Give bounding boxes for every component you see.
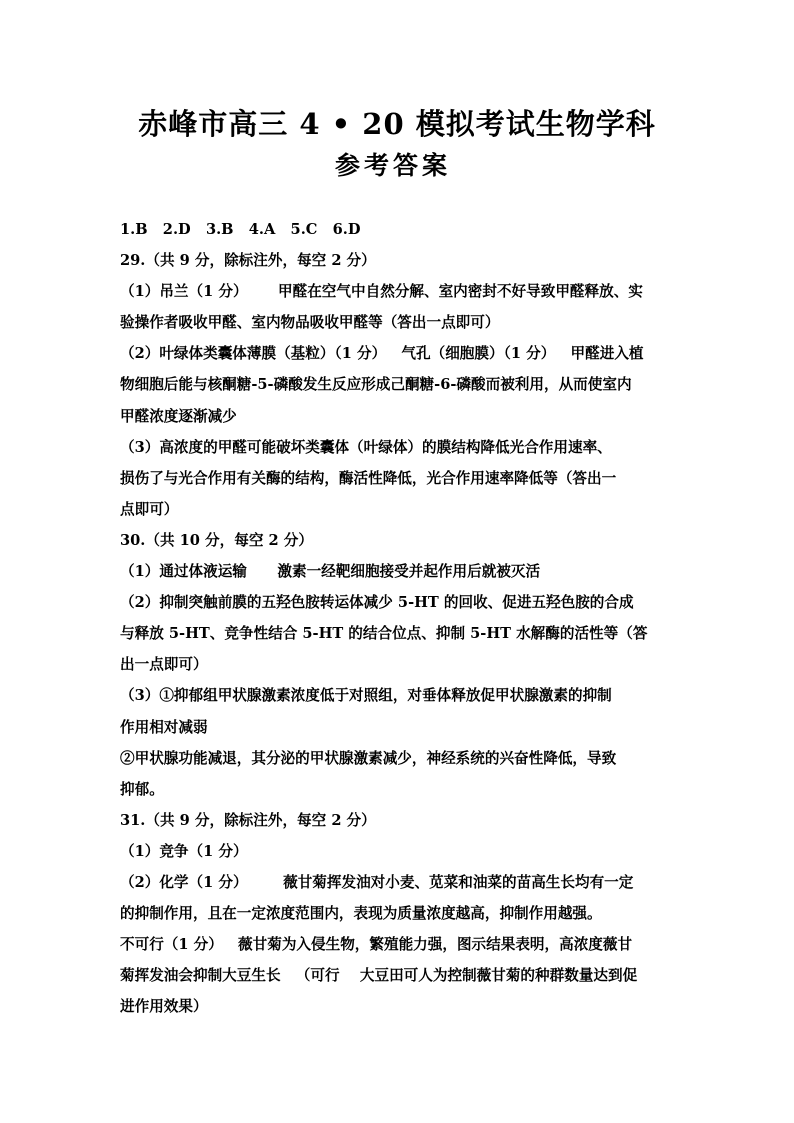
answer-line: （2）抑制突触前膜的五羟色胺转运体减少 5-HT 的回收、促进五羟色胺的合成 xyxy=(120,594,634,612)
answer-line: 1.B 2.D 3.B 4.A 5.C 6.D xyxy=(120,221,361,238)
answer-line: （3）①抑郁组甲状腺激素浓度低于对照组，对垂体释放促甲状腺激素的抑制 xyxy=(120,687,612,705)
answer-line: 甲醛浓度逐渐减少 xyxy=(120,407,237,425)
document-title: 赤峰市高三 4 • 20 模拟考试生物学科 xyxy=(138,107,656,141)
answer-line: 不可行（1 分） 薇甘菊为入侵生物，繁殖能力强，图示结果表明，高浓度薇甘 xyxy=(120,936,633,954)
answer-line: 31.（共 9 分，除标注外，每空 2 分） xyxy=(120,811,376,829)
answer-line: 30.（共 10 分，每空 2 分） xyxy=(120,531,313,549)
answer-line: 29.（共 9 分，除标注外，每空 2 分） xyxy=(120,252,376,270)
answer-line: （1）竞争（1 分） xyxy=(120,842,248,860)
answer-line: 抑郁。 xyxy=(120,780,164,798)
answer-line: （2）化学（1 分） 薇甘菊挥发油对小麦、苋菜和油菜的苗高生长均有一定 xyxy=(120,873,634,891)
answer-line: 的抑制作用，且在一定浓度范围内，表现为质量浓度越高，抑制作用越强。 xyxy=(120,905,602,923)
answer-line: 作用相对减弱 xyxy=(120,718,208,736)
answer-line: 物细胞后能与核酮糖-5-磷酸发生反应形成己酮糖-6-磷酸而被利用，从而使室内 xyxy=(120,376,632,394)
answer-line: 菊挥发油会抑制大豆生长 （可行 大豆田可人为控制薇甘菊的种群数量达到促 xyxy=(120,967,638,985)
answer-line: 损伤了与光合作用有关酶的结构，酶活性降低，光合作用速率降低等（答出一 xyxy=(120,469,617,487)
answer-line: ②甲状腺功能减退，其分泌的甲状腺激素减少，神经系统的兴奋性降低，导致 xyxy=(120,749,617,767)
answer-line: 点即可） xyxy=(120,500,179,518)
answer-line: （3）高浓度的甲醛可能破坏类囊体（叶绿体）的膜结构降低光合作用速率、 xyxy=(120,438,612,456)
answer-line: 进作用效果） xyxy=(120,998,208,1016)
document-subtitle: 参考答案 xyxy=(334,151,451,180)
answer-body xyxy=(120,214,676,1022)
answer-line: 与释放 5-HT、竞争性结合 5-HT 的结合位点、抑制 5-HT 水解酶的活性等（答 xyxy=(120,625,648,643)
answer-line: （1）吊兰（1 分） 甲醛在空气中自然分解、室内密封不好导致甲醛释放、实 xyxy=(120,283,643,301)
answer-line: 验操作者吸收甲醛、室内物品吸收甲醛等（答出一点即可） xyxy=(120,314,500,332)
answer-line: 出一点即可） xyxy=(120,656,208,674)
answer-line: （1）通过体液运输 激素一经靶细胞接受并起作用后就被灭活 xyxy=(120,563,541,581)
answer-line: （2）叶绿体类囊体薄膜（基粒）（1 分） 气孔（细胞膜）（1 分） 甲醛进入植 xyxy=(120,345,644,363)
